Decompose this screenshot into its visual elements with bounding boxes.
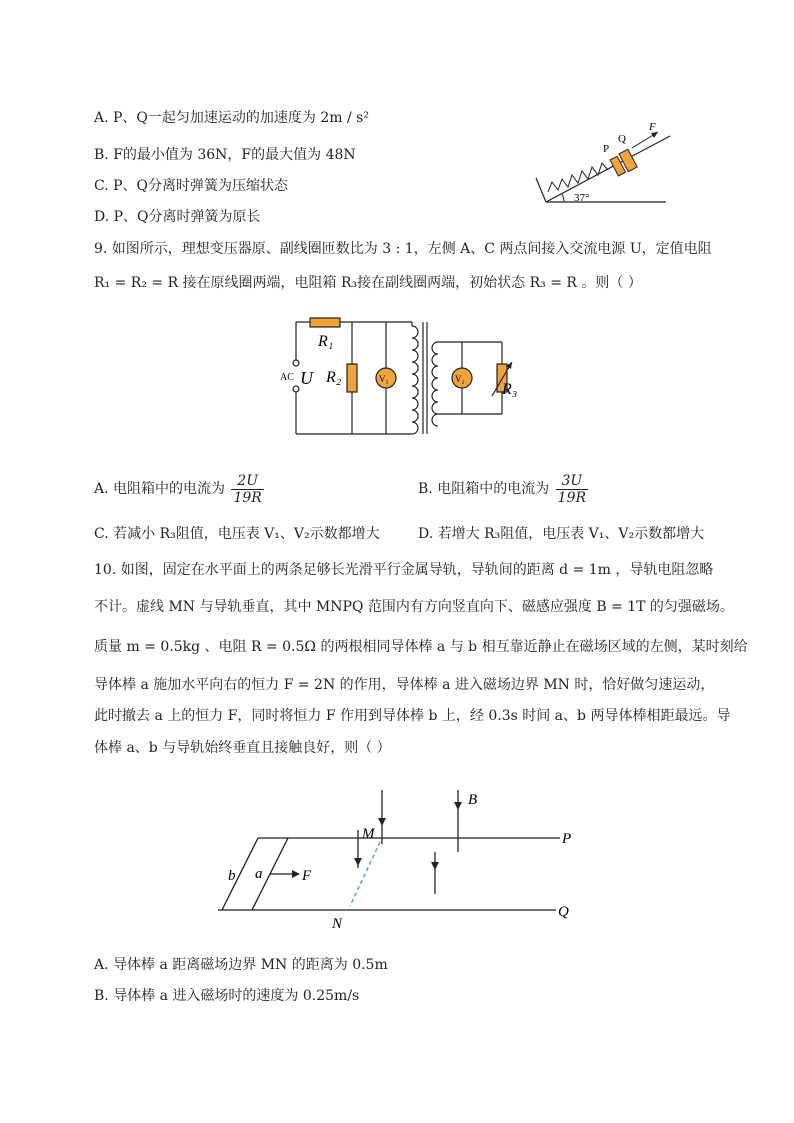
label-n: N [332, 916, 343, 932]
label-p: P [603, 143, 610, 155]
spring [548, 163, 608, 192]
label-r1: R₁ [318, 333, 334, 350]
q10-stem-line2: 不计。虚线 MN 与导轨垂直，其中 MNPQ 范围内有方向竖直向下、磁感应强度 B = 1T 的匀强磁场。 [94, 599, 734, 615]
q10-stem-line5: 此时撤去 a 上的恒力 F，同时将恒力 F 作用到导体棒 b 上，经 0.3s 时间 a、b 两导体棒相距最远。导 [94, 708, 731, 724]
q9-option-d: D. 若增大 R₃阻值，电压表 V₁、V₂示数都增大 [418, 526, 705, 542]
label-u: U [300, 368, 313, 388]
label-rod-b: b [228, 868, 236, 884]
terminal-c [293, 386, 299, 392]
q9-circuit-figure [280, 312, 518, 438]
q9-option-a-denominator: 19R [233, 489, 262, 506]
q10-option-b: B. 导体棒 a 进入磁场时的速度为 0.25m/s [94, 988, 360, 1004]
q8-option-c: C. P、Q分离时弹簧为压缩状态 [94, 178, 289, 194]
q9-option-a-text: A. 电阻箱中的电流为 [94, 481, 226, 497]
q9-option-b [418, 470, 588, 508]
resistor-r2 [347, 364, 357, 392]
q9-option-c: C. 若减小 R₃阻值，电压表 V₁、V₂示数都增大 [94, 526, 380, 542]
label-r3: R₃ [502, 381, 518, 398]
q10-rails-figure [210, 780, 590, 930]
boundary-mn [350, 842, 380, 906]
label-v1: V₁ [379, 374, 389, 384]
label-r2: R₂ [326, 369, 342, 386]
q8-option-a: A. P、Q一起匀加速运动的加速度为 2m / s² [94, 110, 369, 126]
q9-stem-line1: 9. 如图所示，理想变压器原、副线圈匝数比为 3 : 1，左侧 A、C 两点间接入交流电源 U，定值电阻 [94, 241, 712, 257]
resistor-r1 [310, 318, 340, 327]
q9-stem-line2: R₁ = R₂ = R 接在原线圈两端，电阻箱 R₃接在副线圈两端，初始状态 R₃ = R 。则（ ） [94, 275, 642, 291]
q9-option-a-numerator: 2U [231, 473, 263, 490]
label-rod-a: a [255, 866, 263, 882]
q10-stem-line4: 导体棒 a 施加水平向右的恒力 F = 2N 的作用，导体棒 a 进入磁场边界 MN 时，恰好做匀速运动， [94, 677, 715, 693]
label-f: F [649, 121, 656, 133]
label-m: M [362, 826, 375, 842]
q10-stem-line1: 10. 如图，固定在水平面上的两条足够长光滑平行金属导轨，导轨间的距离 d = 1m ，导轨电阻忽略 [94, 562, 714, 578]
q9-option-b-text: B. 电阻箱中的电流为 [418, 481, 550, 497]
q8-option-d: D. P、Q分离时弹簧为原长 [94, 209, 261, 225]
label-ac: AC [280, 372, 294, 383]
q9-option-b-fraction [556, 473, 588, 506]
q8-incline-figure [530, 112, 680, 212]
label-q: Q [618, 133, 626, 145]
q8-option-b: B. F的最小值为 36N，F的最大值为 48N [94, 147, 356, 163]
label-q: Q [558, 904, 569, 920]
q10-option-a: A. 导体棒 a 距离磁场边界 MN 的距离为 0.5m [94, 957, 388, 973]
label-v2: V₂ [455, 374, 465, 384]
q9-option-a [94, 470, 264, 508]
label-f: F [302, 868, 312, 884]
angle-label: 37° [574, 192, 590, 204]
label-p: P [562, 831, 572, 847]
q9-option-b-numerator: 3U [556, 473, 588, 490]
q10-stem-line6: 体棒 a、b 与导轨始终垂直且接触良好，则（ ） [94, 740, 391, 756]
terminal-a [293, 360, 299, 366]
label-b-field: B [468, 792, 478, 808]
q10-stem-line3: 质量 m = 0.5kg 、电阻 R = 0.5Ω 的两根相同导体棒 a 与 b 相互靠近静止在磁场区域的左侧，某时刻给 [94, 639, 748, 655]
q9-option-b-denominator: 19R [557, 489, 587, 506]
q9-option-a-fraction [231, 473, 263, 506]
